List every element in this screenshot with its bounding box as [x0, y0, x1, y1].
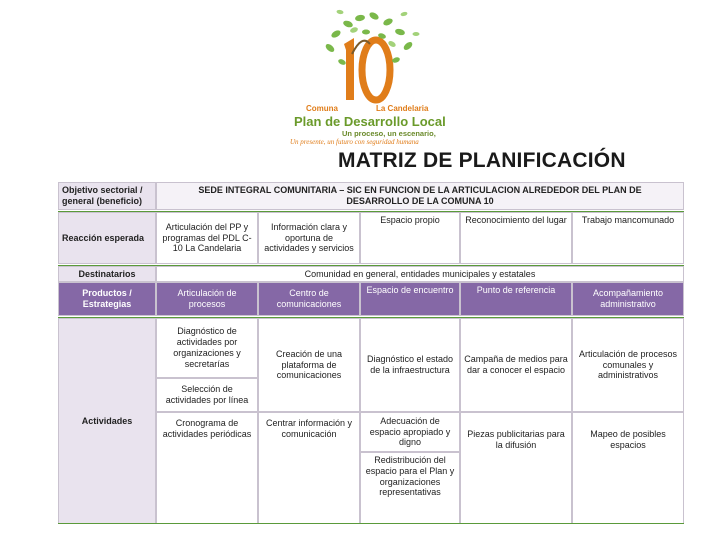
reaction-cell: Información clara y oportuna de actividades y servicios — [258, 212, 360, 264]
product-cell: Espacio de encuentro — [360, 282, 460, 316]
products-label: Productos / Estrategias — [58, 282, 156, 316]
reaction-cell: Reconocimiento del lugar — [460, 212, 572, 264]
recipients-label: Destinatarios — [58, 266, 156, 282]
activity-cell: Adecuación de espacio apropiado y digno — [360, 412, 460, 452]
product-cell: Articulación de procesos — [156, 282, 258, 316]
activity-cell: Mapeo de posibles espacios — [572, 412, 684, 524]
product-cell: Punto de referencia — [460, 282, 572, 316]
activity-cell: Diagnóstico el estado de la infraestructura — [360, 318, 460, 412]
product-cell: Acompañamiento administrativo — [572, 282, 684, 316]
logo-name: Plan de Desarrollo Local — [294, 114, 446, 129]
objective-label: Objetivo sectorial / general (beneficio) — [58, 182, 156, 210]
logo-tagline: Un presente, un futuro con seguridad humana — [290, 138, 419, 146]
activities-label: Actividades — [58, 318, 156, 524]
activity-cell: Diagnóstico de actividades por organizaciones y secretarías — [156, 318, 258, 378]
logo — [288, 4, 446, 152]
page-title: MATRIZ DE PLANIFICACIÓN — [338, 149, 626, 172]
activity-cell: Cronograma de actividades periódicas — [156, 412, 258, 524]
activity-cell: Articulación de procesos comunales y administrativos — [572, 318, 684, 412]
row-separator — [58, 523, 684, 524]
reaction-label: Reacción esperada — [58, 212, 156, 264]
logo-label-candelaria: La Candelaria — [376, 104, 429, 113]
activity-cell: Redistribución del espacio para el Plan y organizaciones representativas — [360, 452, 460, 524]
reaction-cell: Articulación del PP y programas del PDL C-10 La Candelaria — [156, 212, 258, 264]
activity-cell: Centrar información y comunicación — [258, 412, 360, 524]
activity-cell: Creación de una plataforma de comunicaciones — [258, 318, 360, 412]
planning-matrix — [58, 182, 684, 524]
logo-slogan: Un proceso, un escenario, — [342, 129, 436, 138]
reaction-cell: Trabajo mancomunado — [572, 212, 684, 264]
tree-logo-icon — [296, 4, 436, 104]
reaction-cell: Espacio propio — [360, 212, 460, 264]
objective-text: SEDE INTEGRAL COMUNITARIA – SIC EN FUNCION DE LA ARTICULACION ALREDEDOR DEL PLAN DE DESARROLLO DE LA COMUNA 10 — [156, 182, 684, 210]
logo-label-comuna: Comuna — [306, 104, 338, 113]
activity-cell: Selección de actividades por línea — [156, 378, 258, 412]
activity-cell: Piezas publicitarias para la difusión — [460, 412, 572, 524]
activity-cell: Campaña de medios para dar a conocer el espacio — [460, 318, 572, 412]
recipients-text: Comunidad en general, entidades municipales y estatales — [156, 266, 684, 282]
product-cell: Centro de comunicaciones — [258, 282, 360, 316]
